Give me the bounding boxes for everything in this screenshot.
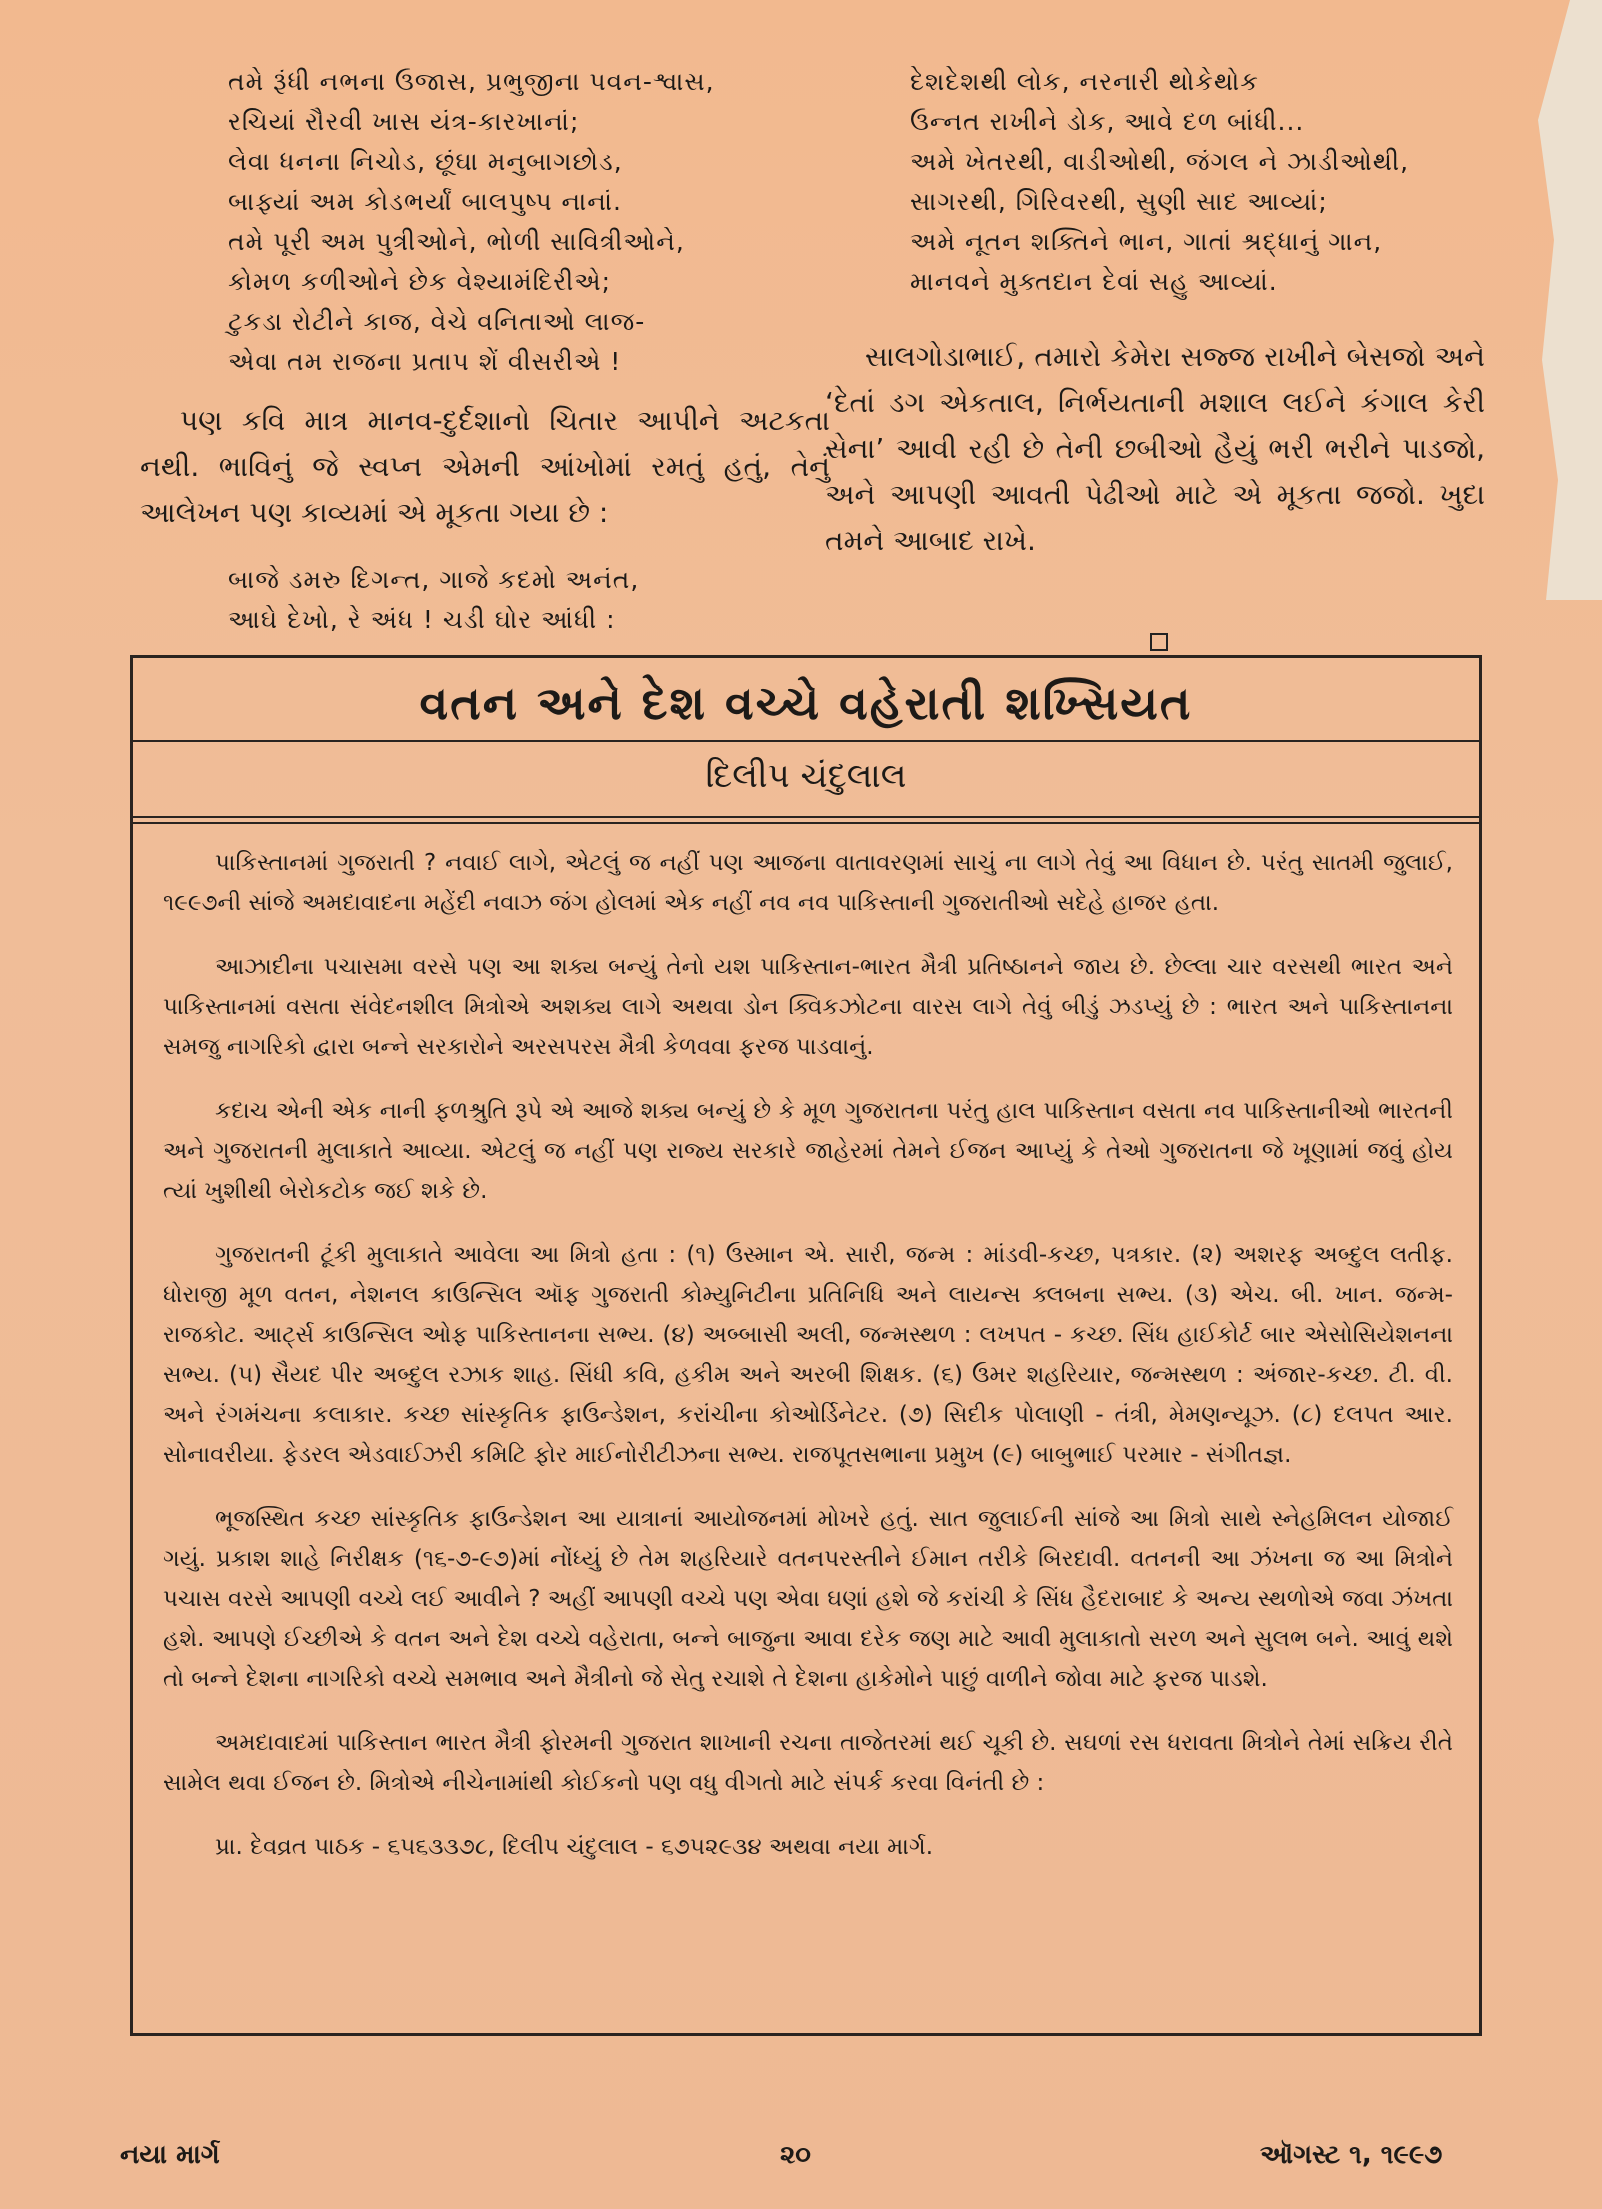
article-body (163, 843, 1453, 1891)
poem-line: અમે નૂતન શક્તિને ભાન, ગાતાં શ્રદ્ધાનું ગાન, (910, 227, 1383, 256)
poem-right (910, 62, 1409, 302)
end-mark-icon (1150, 633, 1168, 651)
poem-left (228, 62, 715, 382)
poem-line: માનવને મુક્તદાન દેવાં સહુ આવ્યાં. (910, 267, 1278, 296)
title-divider (133, 740, 1479, 742)
article-title: વતન અને દેશ વચ્ચે વહેરાતી શખ્સિયત (419, 676, 1193, 730)
article-box (130, 655, 1482, 2036)
poem-line: તમે રૂંધી નભના ઉજાસ, પ્રભુજીના પવન-શ્વાસ, (228, 67, 715, 96)
article-paragraph: અમદાવાદમાં પાકિસ્તાન ભારત મૈત્રી ફોરમની ગુજરાત શાખાની રચના તાજેતરમાં થઈ ચૂકી છે. સઘળાં રસ ધરાવતા મિત્રોને તેમાં સક્રિય રીતે સામેલ થવા ઈજન છે. મિત્રોએ નીચેનામાંથી કોઈકનો પણ વધુ વીગતો માટે સંપર્ક કરવા વિનંતી છે : (163, 1730, 1453, 1796)
poem-line: દેશદેશથી લોક, નરનારી થોકેથોક (910, 67, 1259, 96)
footer-page-number: ૨૦ (780, 2140, 811, 2170)
author-divider (133, 816, 1479, 818)
article-paragraph: ભૂજસ્થિત કચ્છ સાંસ્કૃતિક ફાઉન્ડેશન આ યાત્રાનાં આયોજનમાં મોખરે હતું. સાત જુલાઈની સાંજે આ મિત્રો સાથે સ્નેહમિલન યોજાઈ ગયું. પ્રકાશ શાહે નિરીક્ષક (૧૬-૭-૯૭)માં નોંધ્યું છે તેમ શહરિયારે વતનપરસ્તીને ઈમાન તરીકે બિરદાવી. વતનની આ ઝંખના જ આ મિત્રોને પચાસ વરસે આપણી વચ્ચે લઈ આવીને ? અહીં આપણી વચ્ચે પણ એવા ઘણાં હશે જે કરાંચી કે સિંધ હૈદરાબાદ કે અન્ય સ્થળોએ જવા ઝંખતા હશે. આપણે ઈચ્છીએ કે વતન અને દેશ વચ્ચે વહેરાતા, બન્ને બાજુના આવા દરેક જણ માટે આવી મુલાકાતો સરળ અને સુલભ બને. આવું થશે તો બન્ને દેશના નાગરિકો વચ્ચે સમભાવ અને મૈત્રીનો જે સેતુ રચાશે તે દેશના હાકેમોને પાછું વાળીને જોવા માટે ફરજ પાડશે. (163, 1506, 1453, 1692)
poem-line: બાજે ડમરુ દિગન્ત, ગાજે કદમો અનંત, (228, 565, 640, 594)
prose-left (140, 398, 830, 536)
prose-right (825, 334, 1485, 564)
poem-line: લેવા ધનના નિચોડ, છૂંઘા મનુબાગછોડ, (228, 147, 623, 176)
poem-line: કોમળ કળીઓને છેક વેશ્યામંદિરીએ; (228, 267, 612, 296)
poem-line: આઘે દેખો, રે અંધ ! ચડી ઘોર આંધી : (228, 605, 616, 634)
author-divider-inner (133, 822, 1479, 824)
poem-line: ટુકડા રોટીને કાજ, વેચે વનિતાઓ લાજ- (228, 307, 646, 336)
poem-line: તમે પૂરી અમ પુત્રીઓને, ભોળી સાવિત્રીઓને, (228, 227, 685, 256)
prose-paragraph: સાલગોડાભાઈ, તમારો કેમેરા સજ્જ રાખીને બેસજો અને ‘દેતાં ડગ એકતાલ, નિર્ભયતાની મશાલ લઈને કંગાલ કેરી સેના’ આવી રહી છે તેની છબીઓ હૈયું ભરી ભરીને પાડજો, અને આપણી આવતી પેઢીઓ માટે એ મૂકતા જજો. ખુદા તમને આબાદ રાખે. (825, 340, 1485, 557)
article-paragraph: આઝાદીના પચાસમા વરસે પણ આ શક્ય બન્યું તેનો યશ પાકિસ્તાન-ભારત મૈત્રી પ્રતિષ્ઠાનને જાય છે. છેલ્લા ચાર વરસથી ભારત અને પાકિસ્તાનમાં વસતા સંવેદનશીલ મિત્રોએ અશક્ય લાગે અથવા ડોન ક્વિકઝોટના વારસ લાગે તેવું બીડું ઝડપ્યું છે : ભારત અને પાકિસ્તાનના સમજુ નાગરિકો દ્વારા બન્ને સરકારોને અરસપરસ મૈત્રી કેળવવા ફરજ પાડવાનું. (163, 954, 1453, 1060)
torn-edge (1522, 0, 1602, 600)
article-contact: પ્રા. દેવવ્રત પાઠક - ૬૫૬૩૩૭૮, દિલીપ ચંદુલાલ - ૬૭૫૨૯૩૪ અથવા નયા માર્ગ. (215, 1834, 934, 1860)
poem-line: અમે ખેતરથી, વાડીઓથી, જંગલ ને ઝાડીઓથી, (910, 147, 1410, 176)
prose-paragraph: પણ કવિ માત્ર માનવ-દુર્દશાનો ચિતાર આપીને અટકતા નથી. ભાવિનું જે સ્વપ્ન એમની આંખોમાં રમતું હતું, તેનું આલેખન પણ કાવ્યમાં એ મૂકતા ગયા છે : (140, 404, 830, 529)
footer-date: ઑગસ્ટ ૧, ૧૯૯૭ (1260, 2140, 1443, 2170)
footer-publication: નયા માર્ગ (120, 2140, 220, 2170)
article-paragraph: પાકિસ્તાનમાં ગુજરાતી ? નવાઈ લાગે, એટલું જ નહીં પણ આજના વાતાવરણમાં સાચું ના લાગે તેવું આ વિધાન છે. પરંતુ સાતમી જુલાઈ, ૧૯૯૭ની સાંજે અમદાવાદના મહેંદી નવાઝ જંગ હોલમાં એક નહીં નવ નવ પાકિસ્તાની ગુજરાતીઓ સદેહે હાજર હતા. (163, 850, 1453, 916)
article-paragraph: ગુજરાતની ટૂંકી મુલાકાતે આવેલા આ મિત્રો હતા : (૧) ઉસ્માન એ. સારી, જન્મ : માંડવી-કચ્છ, પત્રકાર. (૨) અશરફ અબ્દુલ લતીફ. ધોરાજી મૂળ વતન, નેશનલ કાઉન્સિલ ઑફ ગુજરાતી કોમ્યુનિટીના પ્રતિનિધિ અને લાયન્સ ક્લબના સભ્ય. (૩) એચ. બી. ખાન. જન્મ-રાજકોટ. આર્ટ્સ કાઉન્સિલ ઓફ પાકિસ્તાનના સભ્ય. (૪) અબ્બાસી અલી, જન્મસ્થળ : લખપત - કચ્છ. સિંધ હાઈકોર્ટ બાર એસોસિયેશનના સભ્ય. (૫) સૈયદ પીર અબ્દુલ રઝાક શાહ. સિંધી કવિ, હકીમ અને અરબી શિક્ષક. (૬) ઉમર શહરિયાર, જન્મસ્થળ : અંજાર-કચ્છ. ટી. વી. અને રંગમંચના કલાકાર. કચ્છ સાંસ્કૃતિક ફાઉન્ડેશન, કરાંચીના કોઓર્ડિનેટર. (૭) સિદીક પોલાણી - તંત્રી, મેમણન્યૂઝ. (૮) દલપત આર. સોનાવરીયા. ફેડરલ એડવાઈઝરી કમિટિ ફોર માઈનોરીટીઝના સભ્ય. રાજપૂતસભાના પ્રમુખ (૯) બાબુભાઈ પરમાર - સંગીતજ્ઞ. (163, 1242, 1453, 1468)
poem-line: ઉન્નત રાખીને ડોક, આવે દળ બાંધી... (910, 107, 1305, 136)
article-author: દિલીપ ચંદુલાલ (705, 756, 907, 796)
poem-left-continued (228, 560, 639, 640)
article-paragraph: કદાચ એની એક નાની ફળશ્રુતિ રૂપે એ આજે શક્ય બન્યું છે કે મૂળ ગુજરાતના પરંતુ હાલ પાકિસ્તાન વસતા નવ પાકિસ્તાનીઓ ભારતની અને ગુજરાતની મુલાકાતે આવ્યા. એટલું જ નહીં પણ રાજ્ય સરકારે જાહેરમાં તેમને ઈજન આપ્યું કે તેઓ ગુજરાતના જે ખૂણામાં જવું હોય ત્યાં ખુશીથી બેરોકટોક જઈ શકે છે. (163, 1098, 1453, 1204)
poem-line: સાગરથી, ગિરિવરથી, સુણી સાદ આવ્યાં; (910, 187, 1328, 216)
poem-line: રચિયાં રૌરવી ખાસ યંત્ર-કારખાનાં; (228, 107, 580, 136)
poem-line: બાફ્યાં અમ કોડભર્યાં બાલપુષ્પ નાનાં. (228, 187, 622, 216)
poem-line: એવા તમ રાજના પ્રતાપ શેં વીસરીએ ! (228, 347, 622, 376)
